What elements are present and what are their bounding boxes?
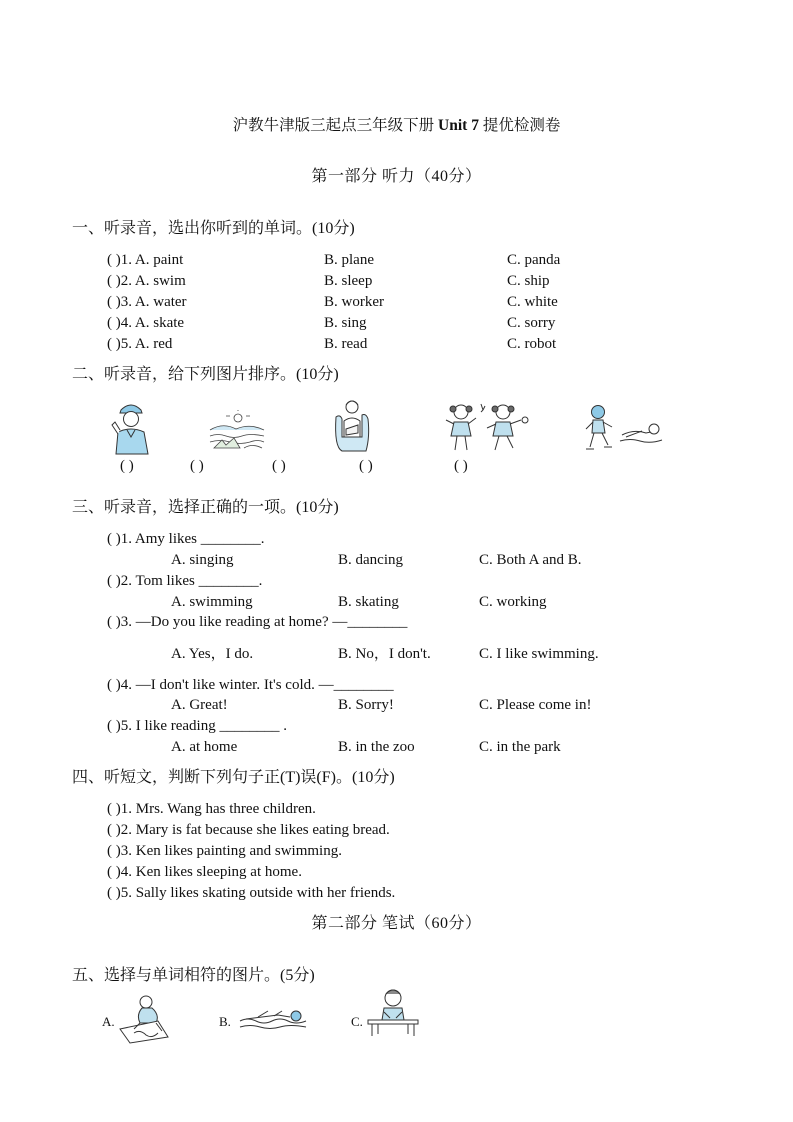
question-text: ( )4. A. skate bbox=[107, 315, 185, 331]
option-c: C. I like swimming. bbox=[479, 646, 599, 662]
option-c: C. ship bbox=[507, 273, 550, 289]
boy-at-desk-picture bbox=[366, 986, 420, 1038]
question-text: ( )2. A. swim bbox=[107, 273, 186, 289]
option-c: C. panda bbox=[507, 252, 561, 268]
option-a: A. at home bbox=[171, 739, 238, 755]
section-three-heading: 三、听录音，选择正确的一项。(10分) bbox=[72, 499, 339, 516]
order-blank[interactable]: ( ) bbox=[190, 458, 204, 474]
option-b: B. sing bbox=[324, 315, 367, 331]
girls-playing-picture bbox=[443, 400, 529, 454]
section-one-heading: 一、听录音，选出你听到的单词。(10分) bbox=[72, 220, 355, 237]
swimming-picture bbox=[238, 1007, 308, 1033]
option-b: B. in the zoo bbox=[338, 739, 415, 755]
option-c: C. in the park bbox=[479, 739, 561, 755]
landscape-picture bbox=[208, 410, 266, 452]
part-two-heading: 第二部分 笔试（60分） bbox=[311, 915, 482, 932]
part-one-heading: 第一部分 听力（40分） bbox=[311, 168, 482, 185]
option-a: A. Great! bbox=[171, 697, 228, 713]
order-blank[interactable]: ( ) bbox=[120, 458, 134, 474]
question-text: ( )3. —Do you like reading at home? —________ bbox=[107, 614, 408, 630]
option-label-a: A. bbox=[102, 1014, 115, 1029]
statement: ( )1. Mrs. Wang has three children. bbox=[107, 801, 316, 817]
option-a: A. swimming bbox=[171, 594, 253, 610]
option-b: B. worker bbox=[324, 294, 384, 310]
skate-swim-picture bbox=[584, 403, 664, 455]
question-text: ( )4. —I don't like winter. It's cold. —________ bbox=[107, 677, 394, 693]
option-label-c: C. bbox=[351, 1014, 363, 1029]
option-c: C. white bbox=[507, 294, 558, 310]
option-b: B. read bbox=[324, 336, 368, 352]
question-text: ( )1. A. paint bbox=[107, 252, 184, 268]
document-title: 沪教牛津版三起点三年级下册 Unit 7 提优检测卷 bbox=[232, 117, 561, 134]
question-text: ( )5. I like reading ________ . bbox=[107, 718, 287, 734]
statement: ( )2. Mary is fat because she likes eating bread. bbox=[107, 822, 390, 838]
worker-picture bbox=[108, 400, 154, 455]
option-label-b: B. bbox=[219, 1014, 231, 1029]
option-b: B. skating bbox=[338, 594, 399, 610]
statement: ( )3. Ken likes painting and swimming. bbox=[107, 843, 342, 859]
section-two-heading: 二、听录音，给下列图片排序。(10分) bbox=[72, 366, 339, 383]
question-text: ( )3. A. water bbox=[107, 294, 187, 310]
option-a: A. Yes，I do. bbox=[171, 646, 254, 662]
order-blank[interactable]: ( ) bbox=[272, 458, 286, 474]
section-four-heading: 四、听短文，判断下列句子正(T)误(F)。(10分) bbox=[72, 769, 395, 786]
statement: ( )5. Sally likes skating outside with her friends. bbox=[107, 885, 396, 901]
question-text: ( )1. Amy likes ________. bbox=[107, 531, 265, 547]
question-text: ( )2. Tom likes ________. bbox=[107, 573, 263, 589]
option-c: C. Please come in! bbox=[479, 697, 592, 713]
option-b: B. sleep bbox=[324, 273, 373, 289]
question-text: ( )5. A. red bbox=[107, 336, 173, 352]
option-a: A. singing bbox=[171, 552, 234, 568]
option-c: C. working bbox=[479, 594, 547, 610]
option-b: B. No，I don't. bbox=[338, 646, 431, 662]
option-c: C. sorry bbox=[507, 315, 556, 331]
option-c: C. Both A and B. bbox=[479, 552, 582, 568]
drawing-picture bbox=[116, 993, 172, 1045]
reading-picture bbox=[330, 397, 372, 453]
option-b: B. Sorry! bbox=[338, 697, 394, 713]
option-b: B. plane bbox=[324, 252, 374, 268]
section-five-heading: 五、选择与单词相符的图片。(5分) bbox=[72, 967, 315, 984]
option-b: B. dancing bbox=[338, 552, 403, 568]
statement: ( )4. Ken likes sleeping at home. bbox=[107, 864, 302, 880]
order-blank[interactable]: ( ) bbox=[454, 458, 468, 474]
order-blank[interactable]: ( ) bbox=[359, 458, 373, 474]
option-c: C. robot bbox=[507, 336, 557, 352]
